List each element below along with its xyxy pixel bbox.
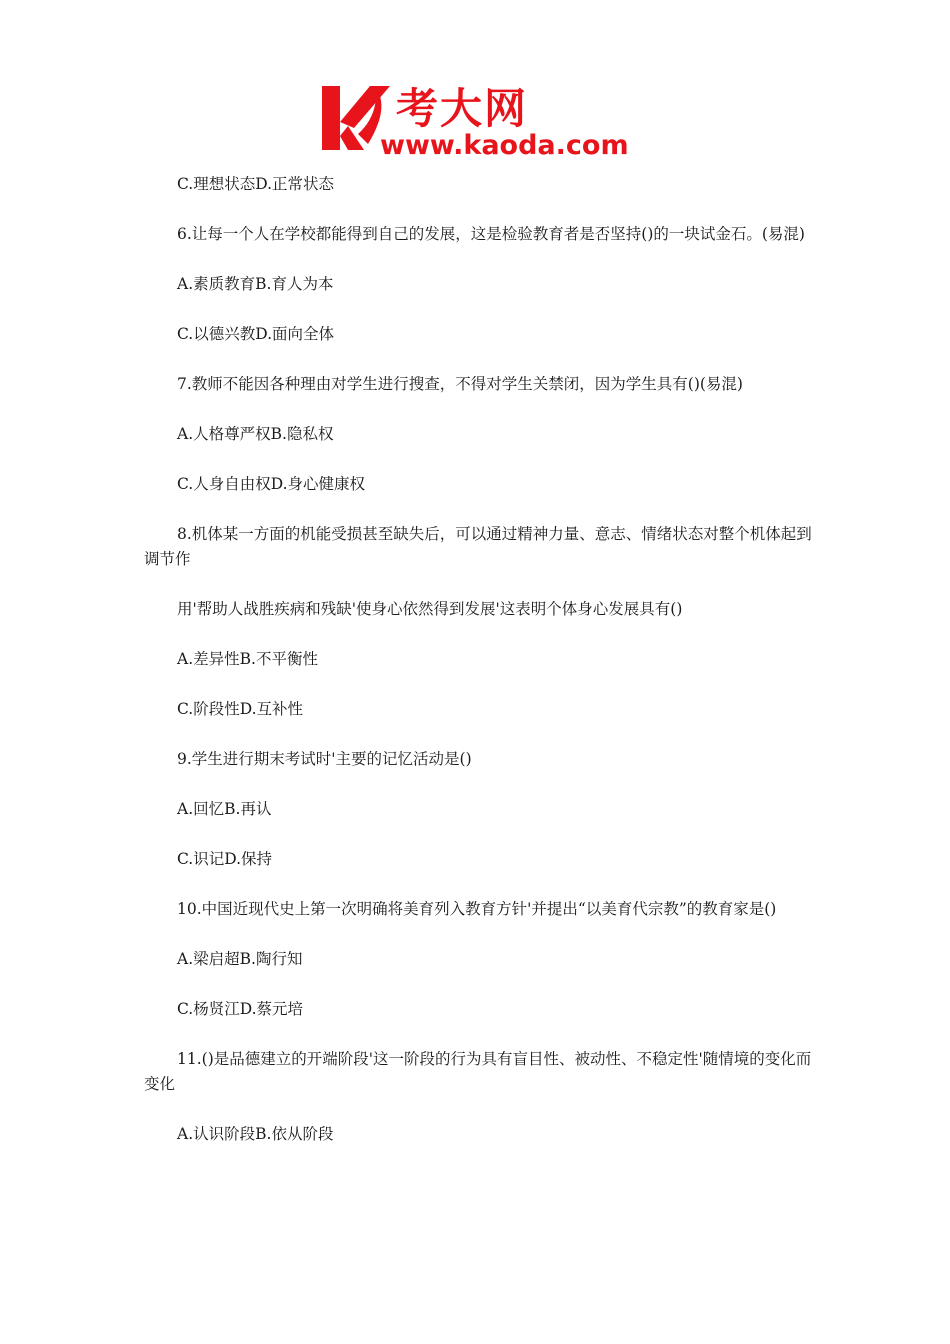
option-line: C.杨贤江D.蔡元培 (177, 1000, 304, 1018)
kaoda-logo (318, 80, 648, 160)
question-9: 9.学生进行期末考试时'主要的记忆活动是() (177, 750, 472, 768)
question-10: 10.中国近现代史上第一次明确将美育列入教育方针'并提出“以美育代宗教”的教育家是() (177, 900, 777, 918)
option-line: C.理想状态D.正常状态 (177, 175, 335, 193)
question-7: 7.教师不能因各种理由对学生进行搜查，不得对学生关禁闭，因为学生具有()(易混) (177, 375, 743, 393)
option-line: C.以德兴教D.面向全体 (177, 325, 335, 343)
question-8: 8.机体某一方面的机能受损甚至缺失后，可以通过精神力量、意志、情绪状态对整个机体起到调节作 (144, 525, 812, 568)
question-6: 6.让每一个人在学校都能得到自己的发展，这是检验教育者是否坚持()的一块试金石。(易混) (177, 225, 805, 243)
logo-url-text: www.kaoda.com (380, 130, 629, 160)
question-8-continued: 用'帮助人战胜疾病和残缺'使身心依然得到发展'这表明个体身心发展具有() (177, 600, 683, 618)
option-line: A.梁启超B.陶行知 (177, 950, 303, 968)
question-11: 11.()是品德建立的开端阶段'这一阶段的行为具有盲目性、被动性、不稳定性'随情境的变化而变化 (144, 1050, 812, 1093)
logo-brand-text: 考大网 (396, 84, 529, 133)
option-line: C.阶段性D.互补性 (177, 700, 304, 718)
option-line: A.素质教育B.育人为本 (177, 275, 334, 293)
option-line: A.差异性B.不平衡性 (177, 650, 318, 668)
option-line: A.认识阶段B.依从阶段 (177, 1125, 334, 1143)
option-line: C.识记D.保持 (177, 850, 273, 868)
option-line: C.人身自由权D.身心健康权 (177, 475, 366, 493)
document-body (144, 172, 812, 1172)
kaoda-logo-graphic (318, 80, 648, 160)
option-line: A.回忆B.再认 (177, 800, 272, 818)
option-line: A.人格尊严权B.隐私权 (177, 425, 334, 443)
